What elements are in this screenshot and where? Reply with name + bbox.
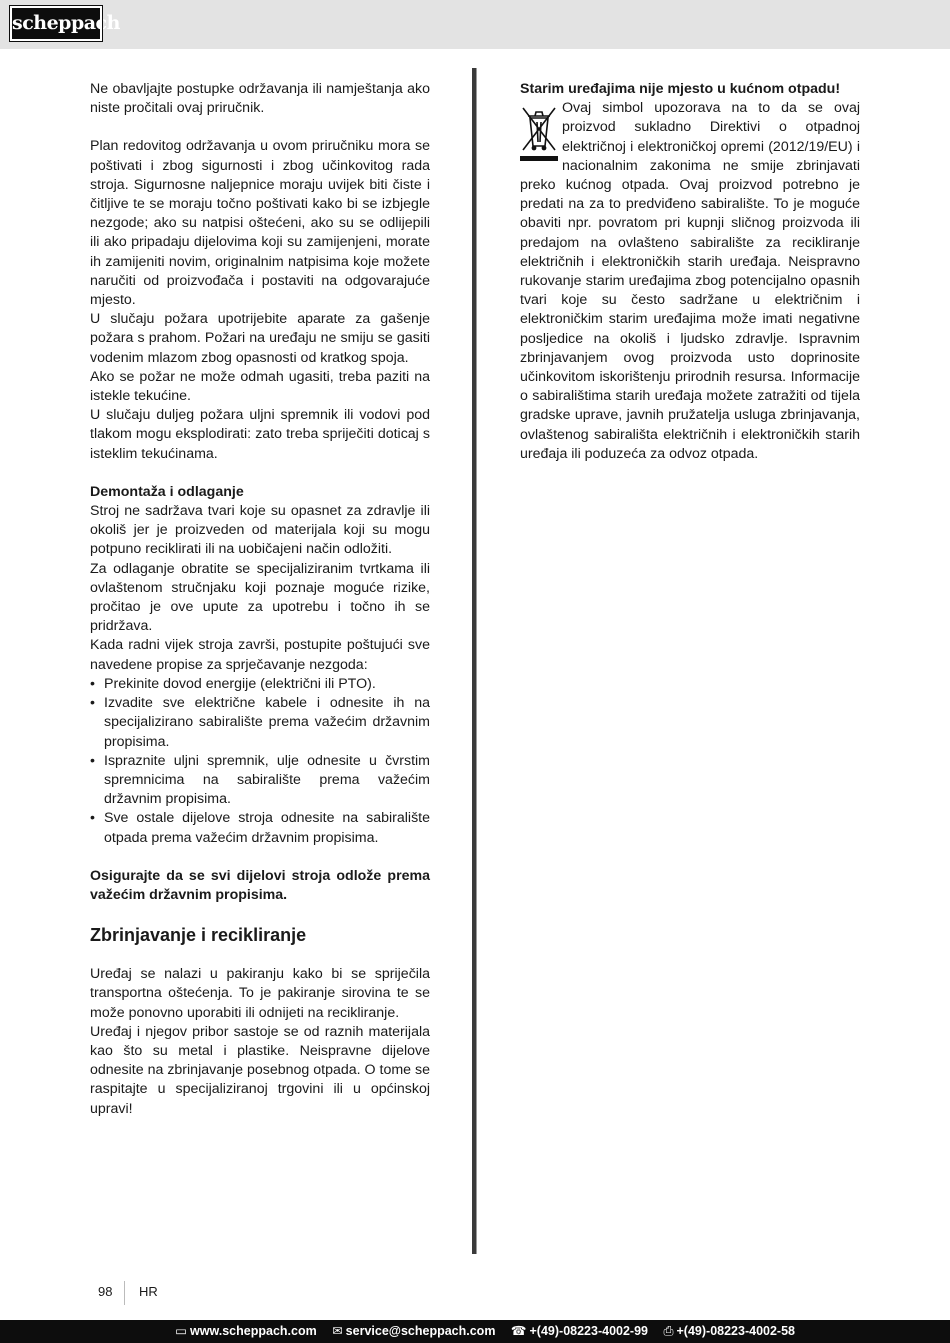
list-item: • Ispraznite uljni spremnik, ulje odnesite u čvrstim spremnicima na sabiralište prema važećim državnim propisima. (90, 752, 430, 810)
maintenance-plan-paragraph: Plan redovitog održavanja u ovom priručniku mora se poštivati i zbog sigurnosti i zbog učinkovitog rada stroja. Sigurnosne naljepnice moraju uvijek biti čiste i čitljive te se moraju točno poštivati kako bi se izbjegle nezgode; ako su natpisi oštećeni, ako su se odlijepili ili ako pripadaju dijelovima koji su zamijenjeni, morate ih zamijeniti novim, originalnim natpisima koje možete naručiti od proizvođača i postaviti na odgovarajuće mjesto. (90, 138, 430, 309)
maintenance-intro: Ne obavljajte postupke održavanja ili namještanja ako niste pročitali ovaj priručnik. (90, 81, 430, 117)
footer-contacts (163, 1324, 795, 1339)
fire-liquids-paragraph: Ako se požar ne može odmah ugasiti, treba paziti na istekle tekućine. (90, 368, 430, 405)
footer-bar (0, 1320, 950, 1343)
mail-icon: ✉ (332, 1324, 343, 1338)
list-item: • Izvadite sve električne kabele i odnesite ih na specijalizirano sabiralište prema važećim državnim propisima. (90, 694, 430, 752)
footer-email[interactable]: ✉ service@scheppach.com (332, 1324, 496, 1338)
packaging-paragraph: Uređaj se nalazi u pakiranju kako bi se spriječila transportna oštećenja. To je pakiranje sirovina te se može ponovno uporabiti ili odnijeti na recikliranje. (90, 966, 430, 1021)
page-number: 98 (98, 1284, 113, 1299)
materials-paragraph: Uređaj i njegov pribor sastoje se od raznih materijala kao što su metal i plastike. Neispravne dijelove odnesite na zbrinjavanje posebnog otpada. O tome se raspitajte u specijaliziranoj trgovini ili u općinskoj upravi! (90, 1023, 430, 1117)
column-divider (472, 68, 477, 1254)
header-bar (0, 0, 950, 49)
dismantle-paragraph-1: Stroj ne sadržava tvari koje su opasnet za zdravlje ili okoliš jer je proizveden od materijala koji su mogu potpuno reciklirati ili na uobičajeni način odložiti. (90, 503, 430, 558)
footer-fax: ⎙ +(49)-08223-4002-58 (663, 1324, 795, 1338)
footer-website[interactable]: ▭ www.scheppach.com (175, 1324, 317, 1338)
weee-heading: Starim uređajima nije mjesto u kućnom otpadu! (520, 81, 841, 97)
fire-explosion-paragraph: U slučaju duljeg požara uljni spremnik ili vodovi pod tlakom mogu eksplodirati: zato treba spriječiti doticaj s isteklim tekućinama. (90, 407, 430, 462)
left-column (90, 80, 430, 1119)
weee-crossed-bin-icon (520, 102, 558, 162)
fire-paragraph: U slučaju požara upotrijebite aparate za gašenje požara s prahom. Požari na uređaju ne smiju se gasiti vodenim mlazom zbog opasnosti od kratkog spoja. (90, 311, 430, 366)
footer-phone: ☎ +(49)-08223-4002-99 (510, 1324, 648, 1338)
section-title: Zbrinjavanje i recikliranje (90, 925, 307, 946)
brand-logo: scheppach (10, 6, 102, 41)
phone-icon: ☎ (510, 1324, 527, 1338)
dismantle-paragraph-2: Za odlaganje obratite se specijaliziranim tvrtkama ili ovlaštenom stručnjaku koji poznaje moguće rizike, pročitao je ove upute za upotrebu i točno ih se pridržava. (90, 560, 430, 635)
dismantle-paragraph-3: Kada radni vijek stroja završi, postupite poštujući sve navedene propise za sprječavanje nezgoda: (90, 637, 430, 673)
dismantle-heading: Demontaža i odlaganje (90, 483, 244, 500)
page-language: HR (139, 1284, 158, 1299)
page-number-separator (124, 1281, 125, 1305)
right-column (520, 80, 860, 464)
list-item: • Sve ostale dijelove stroja odnesite na sabiralište otpada prema važećim državnim propisima. (90, 809, 430, 847)
list-item: • Prekinite dovod energije (električni ili PTO). (90, 675, 430, 694)
weee-body: Ovaj simbol upozorava na to da se ovaj proizvod sukladno Direktivi o otpadnoj električnoj i elektroničkoj opremi (2012/19/EU) i nacionalnim zakonima ne smije zbrinjavati preko kućnog otpada. Ovaj proizvod potrebno je predati na za to predviđeno sabiralište. To je moguće obaviti npr. povratom pri kupnji sličnog proizvoda ili predajom na ovlašteno sabiralište za recikliranje električnih i elektroničkih starih uređaja. Neispravno rukovanje starim uređajima zbog potencijalno opasnih tvari koje su često sadržane u električnim i elektroničkim starim uređajima može imati negativne posljedice na okoliš i ljudsko zdravlje. Ispravnim zbrinjavanjem ovog proizvoda usto doprinosite učinkovitom iskorištenju prirodnih resursa. Informacije o sabiralištima starih uređaja možete zatražiti od tijela gradske uprave, javnih pružatelja usluga zbrinjavanja, ovlaštenog sabirališta električnih i elektroničkih starih uređaja ili poduzeća za odvoz otpada. (520, 100, 860, 462)
disposal-steps-list (90, 675, 430, 848)
disposal-bold-note: Osigurajte da se svi dijelovi stroja odlože prema važećim državnim propisima. (90, 867, 430, 903)
fax-icon: ⎙ (663, 1324, 674, 1338)
monitor-icon: ▭ (175, 1324, 188, 1338)
